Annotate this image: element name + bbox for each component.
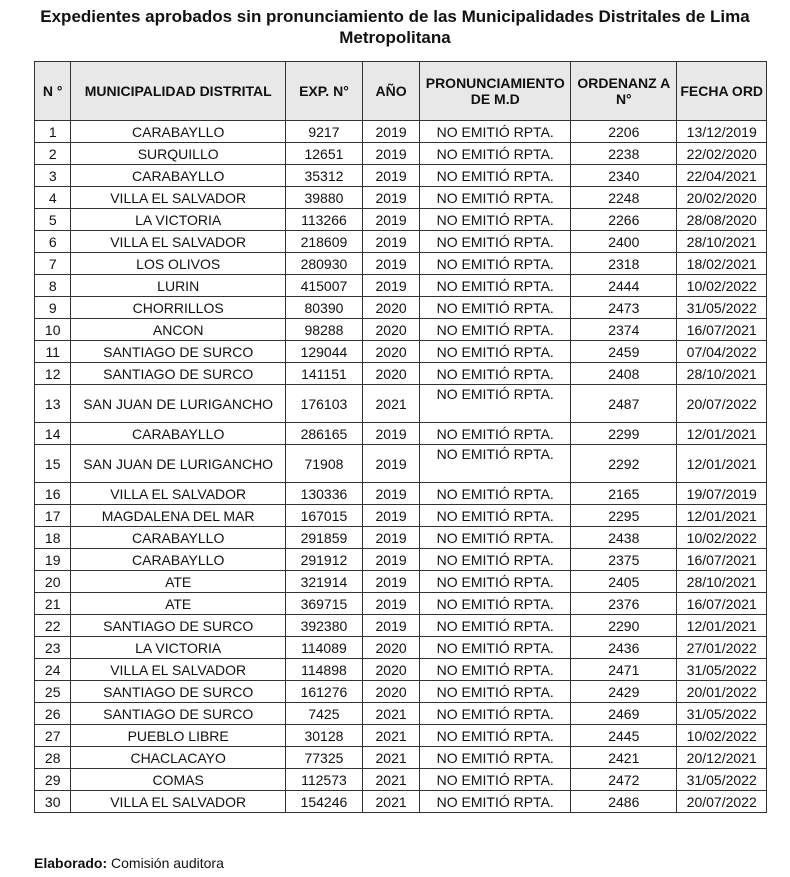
row-anio: 2019 (362, 253, 419, 275)
row-anio: 2020 (362, 659, 419, 681)
row-municipalidad: MAGDALENA DEL MAR (71, 505, 285, 527)
row-fecha: 28/08/2020 (677, 209, 767, 231)
row-exp: 415007 (285, 275, 362, 297)
table-row (35, 187, 767, 209)
footer-note (34, 855, 224, 871)
row-fecha: 18/02/2021 (677, 253, 767, 275)
row-municipalidad: CARABAYLLO (71, 549, 285, 571)
row-municipalidad: SANTIAGO DE SURCO (71, 363, 285, 385)
row-pronunciamiento: NO EMITIÓ RPTA. (420, 341, 571, 363)
expedientes-table (34, 61, 767, 813)
row-ordenanza: 2486 (571, 791, 677, 813)
row-pronunciamiento: NO EMITIÓ RPTA. (420, 297, 571, 319)
row-anio: 2021 (362, 385, 419, 423)
row-exp: 30128 (285, 725, 362, 747)
row-number: 16 (35, 483, 71, 505)
row-fecha: 28/10/2021 (677, 231, 767, 253)
row-municipalidad: VILLA EL SALVADOR (71, 791, 285, 813)
row-ordenanza: 2444 (571, 275, 677, 297)
row-ordenanza: 2429 (571, 681, 677, 703)
row-ordenanza: 2487 (571, 385, 677, 423)
row-pronunciamiento: NO EMITIÓ RPTA. (420, 681, 571, 703)
row-pronunciamiento: NO EMITIÓ RPTA. (420, 165, 571, 187)
table-row (35, 615, 767, 637)
row-number: 6 (35, 231, 71, 253)
row-number: 25 (35, 681, 71, 703)
row-number: 9 (35, 297, 71, 319)
table-row (35, 341, 767, 363)
row-fecha: 31/05/2022 (677, 703, 767, 725)
row-ordenanza: 2295 (571, 505, 677, 527)
row-fecha: 12/01/2021 (677, 423, 767, 445)
row-exp: 9217 (285, 121, 362, 143)
row-pronunciamiento: NO EMITIÓ RPTA. (420, 615, 571, 637)
table-row (35, 445, 767, 483)
row-pronunciamiento: NO EMITIÓ RPTA. (420, 445, 571, 483)
row-fecha: 20/01/2022 (677, 681, 767, 703)
row-municipalidad: SANTIAGO DE SURCO (71, 341, 285, 363)
row-fecha: 28/10/2021 (677, 571, 767, 593)
row-number: 28 (35, 747, 71, 769)
row-fecha: 31/05/2022 (677, 659, 767, 681)
row-municipalidad: SURQUILLO (71, 143, 285, 165)
table-row (35, 527, 767, 549)
table-row (35, 637, 767, 659)
row-pronunciamiento: NO EMITIÓ RPTA. (420, 659, 571, 681)
row-exp: 218609 (285, 231, 362, 253)
row-fecha: 07/04/2022 (677, 341, 767, 363)
row-ordenanza: 2472 (571, 769, 677, 791)
row-fecha: 12/01/2021 (677, 505, 767, 527)
header-municipalidad: MUNICIPALIDAD DISTRITAL (71, 62, 285, 121)
table-row (35, 423, 767, 445)
header-pronunciamiento: PRONUNCIAMIENTO DE M.D (420, 62, 571, 121)
row-pronunciamiento: NO EMITIÓ RPTA. (420, 253, 571, 275)
row-number: 30 (35, 791, 71, 813)
table-row (35, 231, 767, 253)
row-exp: 12651 (285, 143, 362, 165)
row-municipalidad: LURIN (71, 275, 285, 297)
row-anio: 2020 (362, 681, 419, 703)
table-row (35, 769, 767, 791)
row-anio: 2020 (362, 319, 419, 341)
page-title: Expedientes aprobados sin pronunciamiento de las Municipalidades Distritales de Lima Metropolitana (40, 7, 750, 47)
row-anio: 2019 (362, 615, 419, 637)
row-number: 14 (35, 423, 71, 445)
row-ordenanza: 2238 (571, 143, 677, 165)
row-anio: 2019 (362, 549, 419, 571)
row-ordenanza: 2375 (571, 549, 677, 571)
table-body (35, 121, 767, 813)
row-ordenanza: 2469 (571, 703, 677, 725)
row-ordenanza: 2299 (571, 423, 677, 445)
row-number: 19 (35, 549, 71, 571)
row-ordenanza: 2400 (571, 231, 677, 253)
row-pronunciamiento: NO EMITIÓ RPTA. (420, 593, 571, 615)
row-number: 4 (35, 187, 71, 209)
row-number: 7 (35, 253, 71, 275)
row-pronunciamiento: NO EMITIÓ RPTA. (420, 747, 571, 769)
row-exp: 141151 (285, 363, 362, 385)
row-municipalidad: ATE (71, 571, 285, 593)
table-row (35, 143, 767, 165)
row-pronunciamiento: NO EMITIÓ RPTA. (420, 571, 571, 593)
row-anio: 2020 (362, 297, 419, 319)
row-exp: 113266 (285, 209, 362, 231)
row-pronunciamiento: NO EMITIÓ RPTA. (420, 769, 571, 791)
table-row (35, 571, 767, 593)
row-ordenanza: 2405 (571, 571, 677, 593)
row-anio: 2021 (362, 703, 419, 725)
row-anio: 2019 (362, 165, 419, 187)
row-pronunciamiento: NO EMITIÓ RPTA. (420, 423, 571, 445)
row-number: 24 (35, 659, 71, 681)
table-row (35, 275, 767, 297)
row-municipalidad: CARABAYLLO (71, 165, 285, 187)
row-ordenanza: 2459 (571, 341, 677, 363)
row-exp: 130336 (285, 483, 362, 505)
row-anio: 2019 (362, 593, 419, 615)
row-ordenanza: 2374 (571, 319, 677, 341)
row-exp: 154246 (285, 791, 362, 813)
row-ordenanza: 2471 (571, 659, 677, 681)
row-exp: 98288 (285, 319, 362, 341)
row-anio: 2019 (362, 571, 419, 593)
row-municipalidad: SANTIAGO DE SURCO (71, 615, 285, 637)
row-number: 13 (35, 385, 71, 423)
table-row (35, 747, 767, 769)
row-municipalidad: LOS OLIVOS (71, 253, 285, 275)
row-number: 2 (35, 143, 71, 165)
row-number: 8 (35, 275, 71, 297)
table-row (35, 363, 767, 385)
row-ordenanza: 2290 (571, 615, 677, 637)
row-ordenanza: 2165 (571, 483, 677, 505)
table-row (35, 165, 767, 187)
row-number: 12 (35, 363, 71, 385)
row-ordenanza: 2408 (571, 363, 677, 385)
row-fecha: 19/07/2019 (677, 483, 767, 505)
row-ordenanza: 2292 (571, 445, 677, 483)
row-anio: 2019 (362, 275, 419, 297)
table-row (35, 483, 767, 505)
row-ordenanza: 2445 (571, 725, 677, 747)
footer-text: Comisión auditora (107, 855, 224, 871)
row-anio: 2020 (362, 363, 419, 385)
row-anio: 2021 (362, 791, 419, 813)
row-fecha: 20/07/2022 (677, 791, 767, 813)
row-exp: 176103 (285, 385, 362, 423)
row-number: 10 (35, 319, 71, 341)
row-anio: 2019 (362, 187, 419, 209)
table-row (35, 593, 767, 615)
row-exp: 80390 (285, 297, 362, 319)
table-row (35, 659, 767, 681)
row-exp: 291912 (285, 549, 362, 571)
row-anio: 2019 (362, 527, 419, 549)
row-pronunciamiento: NO EMITIÓ RPTA. (420, 483, 571, 505)
row-municipalidad: CARABAYLLO (71, 423, 285, 445)
row-pronunciamiento: NO EMITIÓ RPTA. (420, 319, 571, 341)
row-exp: 71908 (285, 445, 362, 483)
row-anio: 2021 (362, 725, 419, 747)
row-ordenanza: 2438 (571, 527, 677, 549)
row-number: 21 (35, 593, 71, 615)
row-number: 27 (35, 725, 71, 747)
row-pronunciamiento: NO EMITIÓ RPTA. (420, 275, 571, 297)
row-ordenanza: 2206 (571, 121, 677, 143)
row-ordenanza: 2376 (571, 593, 677, 615)
row-ordenanza: 2318 (571, 253, 677, 275)
row-number: 11 (35, 341, 71, 363)
row-fecha: 12/01/2021 (677, 445, 767, 483)
row-anio: 2019 (362, 209, 419, 231)
row-pronunciamiento: NO EMITIÓ RPTA. (420, 637, 571, 659)
row-exp: 161276 (285, 681, 362, 703)
row-fecha: 20/07/2022 (677, 385, 767, 423)
row-anio: 2019 (362, 505, 419, 527)
row-municipalidad: SAN JUAN DE LURIGANCHO (71, 385, 285, 423)
row-municipalidad: SAN JUAN DE LURIGANCHO (71, 445, 285, 483)
row-pronunciamiento: NO EMITIÓ RPTA. (420, 703, 571, 725)
row-municipalidad: VILLA EL SALVADOR (71, 187, 285, 209)
table-row (35, 209, 767, 231)
row-number: 3 (35, 165, 71, 187)
row-exp: 35312 (285, 165, 362, 187)
row-pronunciamiento: NO EMITIÓ RPTA. (420, 231, 571, 253)
row-pronunciamiento: NO EMITIÓ RPTA. (420, 505, 571, 527)
row-municipalidad: CHORRILLOS (71, 297, 285, 319)
table-row (35, 319, 767, 341)
header-anio: AÑO (362, 62, 419, 121)
row-fecha: 16/07/2021 (677, 593, 767, 615)
row-municipalidad: ANCON (71, 319, 285, 341)
row-fecha: 13/12/2019 (677, 121, 767, 143)
table-header-row (35, 62, 767, 121)
footer-label: Elaborado: (34, 855, 108, 871)
table-row (35, 703, 767, 725)
row-pronunciamiento: NO EMITIÓ RPTA. (420, 363, 571, 385)
row-municipalidad: ATE (71, 593, 285, 615)
row-number: 18 (35, 527, 71, 549)
row-fecha: 22/02/2020 (677, 143, 767, 165)
table-row (35, 385, 767, 423)
row-number: 29 (35, 769, 71, 791)
row-municipalidad: VILLA EL SALVADOR (71, 659, 285, 681)
row-fecha: 20/02/2020 (677, 187, 767, 209)
row-ordenanza: 2248 (571, 187, 677, 209)
row-anio: 2019 (362, 231, 419, 253)
row-anio: 2021 (362, 769, 419, 791)
row-municipalidad: VILLA EL SALVADOR (71, 483, 285, 505)
row-number: 23 (35, 637, 71, 659)
row-pronunciamiento: NO EMITIÓ RPTA. (420, 549, 571, 571)
row-municipalidad: COMAS (71, 769, 285, 791)
row-municipalidad: PUEBLO LIBRE (71, 725, 285, 747)
row-exp: 114898 (285, 659, 362, 681)
row-exp: 114089 (285, 637, 362, 659)
table-row (35, 297, 767, 319)
row-fecha: 12/01/2021 (677, 615, 767, 637)
row-pronunciamiento: NO EMITIÓ RPTA. (420, 725, 571, 747)
row-exp: 7425 (285, 703, 362, 725)
row-number: 15 (35, 445, 71, 483)
row-pronunciamiento: NO EMITIÓ RPTA. (420, 385, 571, 423)
row-fecha: 10/02/2022 (677, 275, 767, 297)
row-fecha: 28/10/2021 (677, 363, 767, 385)
row-number: 26 (35, 703, 71, 725)
row-anio: 2020 (362, 637, 419, 659)
row-exp: 129044 (285, 341, 362, 363)
row-anio: 2021 (362, 747, 419, 769)
row-municipalidad: CARABAYLLO (71, 527, 285, 549)
row-ordenanza: 2421 (571, 747, 677, 769)
header-fecha: FECHA ORD (677, 62, 767, 121)
row-number: 1 (35, 121, 71, 143)
table-row (35, 505, 767, 527)
row-municipalidad: CARABAYLLO (71, 121, 285, 143)
row-pronunciamiento: NO EMITIÓ RPTA. (420, 791, 571, 813)
row-fecha: 27/01/2022 (677, 637, 767, 659)
header-ordenanza: ORDENANZ A N° (571, 62, 677, 121)
row-anio: 2019 (362, 423, 419, 445)
row-exp: 392380 (285, 615, 362, 637)
row-fecha: 20/12/2021 (677, 747, 767, 769)
row-exp: 77325 (285, 747, 362, 769)
row-municipalidad: VILLA EL SALVADOR (71, 231, 285, 253)
row-fecha: 31/05/2022 (677, 769, 767, 791)
row-exp: 321914 (285, 571, 362, 593)
row-pronunciamiento: NO EMITIÓ RPTA. (420, 187, 571, 209)
row-number: 17 (35, 505, 71, 527)
header-exp: EXP. N° (285, 62, 362, 121)
row-anio: 2019 (362, 445, 419, 483)
row-municipalidad: SANTIAGO DE SURCO (71, 681, 285, 703)
row-pronunciamiento: NO EMITIÓ RPTA. (420, 121, 571, 143)
table-row (35, 725, 767, 747)
row-exp: 167015 (285, 505, 362, 527)
row-ordenanza: 2266 (571, 209, 677, 231)
row-pronunciamiento: NO EMITIÓ RPTA. (420, 527, 571, 549)
row-number: 5 (35, 209, 71, 231)
table-row (35, 791, 767, 813)
row-anio: 2019 (362, 483, 419, 505)
row-fecha: 16/07/2021 (677, 549, 767, 571)
row-exp: 286165 (285, 423, 362, 445)
row-fecha: 22/04/2021 (677, 165, 767, 187)
table-row (35, 549, 767, 571)
row-exp: 280930 (285, 253, 362, 275)
row-pronunciamiento: NO EMITIÓ RPTA. (420, 143, 571, 165)
row-exp: 291859 (285, 527, 362, 549)
row-number: 20 (35, 571, 71, 593)
row-exp: 39880 (285, 187, 362, 209)
row-fecha: 10/02/2022 (677, 527, 767, 549)
row-number: 22 (35, 615, 71, 637)
row-ordenanza: 2473 (571, 297, 677, 319)
row-ordenanza: 2436 (571, 637, 677, 659)
header-n: N ° (35, 62, 71, 121)
row-municipalidad: CHACLACAYO (71, 747, 285, 769)
row-fecha: 10/02/2022 (677, 725, 767, 747)
row-anio: 2019 (362, 121, 419, 143)
row-municipalidad: SANTIAGO DE SURCO (71, 703, 285, 725)
row-anio: 2020 (362, 341, 419, 363)
row-fecha: 31/05/2022 (677, 297, 767, 319)
row-anio: 2019 (362, 143, 419, 165)
table-row (35, 253, 767, 275)
row-fecha: 16/07/2021 (677, 319, 767, 341)
row-pronunciamiento: NO EMITIÓ RPTA. (420, 209, 571, 231)
row-ordenanza: 2340 (571, 165, 677, 187)
row-municipalidad: LA VICTORIA (71, 637, 285, 659)
row-exp: 369715 (285, 593, 362, 615)
table-row (35, 121, 767, 143)
row-municipalidad: LA VICTORIA (71, 209, 285, 231)
table-row (35, 681, 767, 703)
row-exp: 112573 (285, 769, 362, 791)
